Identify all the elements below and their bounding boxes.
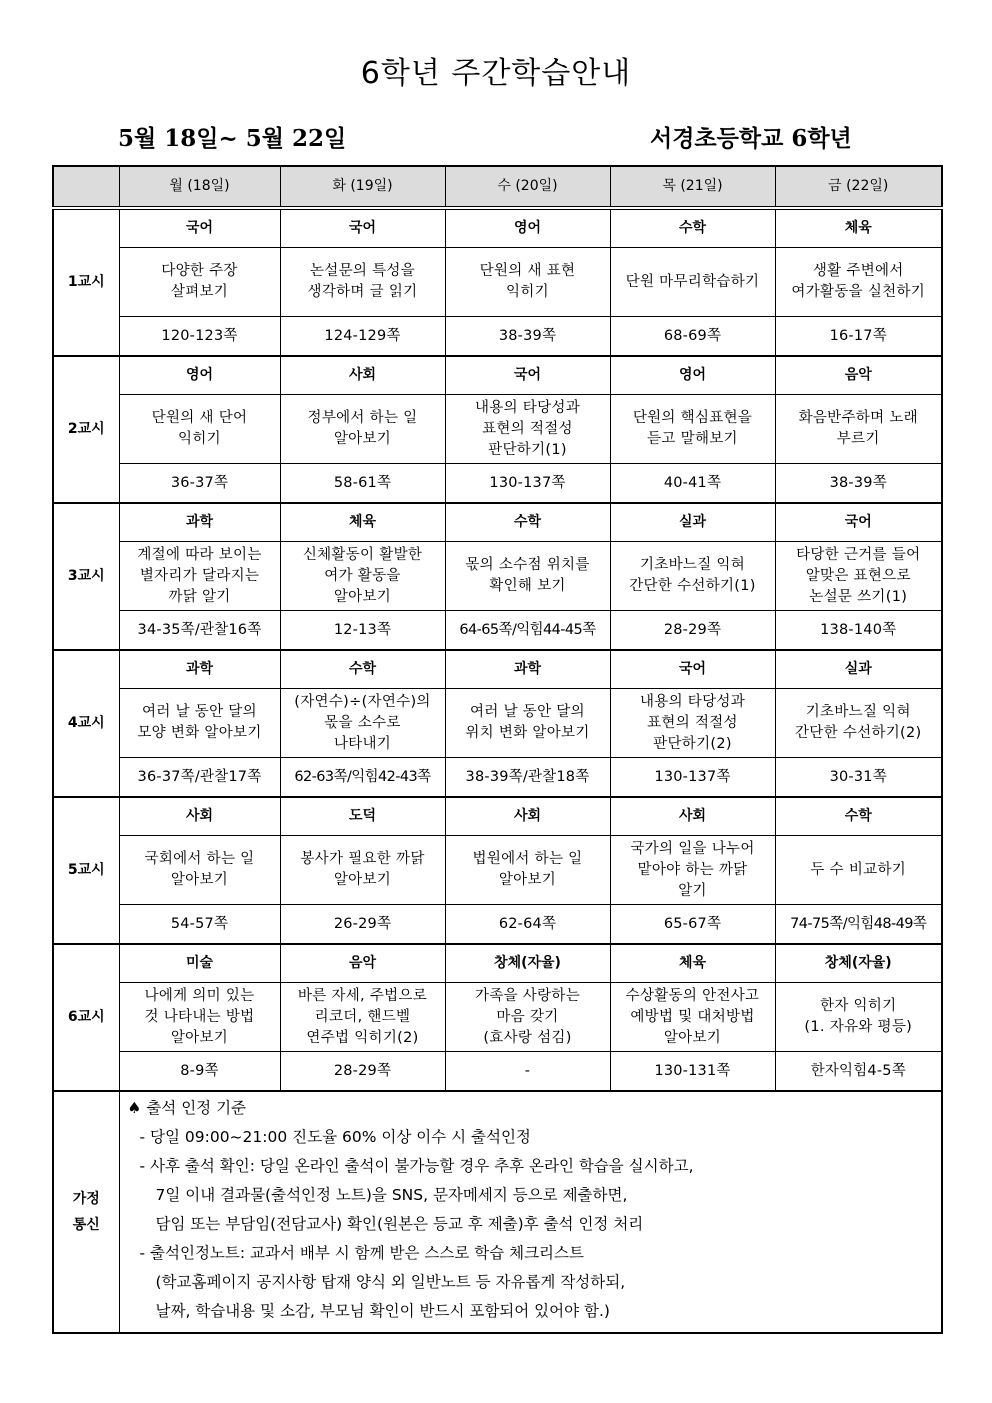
subject-cell: 국어 [445, 356, 610, 395]
lesson-content-line: 알아보기 [333, 588, 392, 605]
lesson-content-line: 알아보기 [333, 431, 392, 447]
subject-cell: 음악 [280, 944, 445, 983]
lesson-content-cell [610, 836, 775, 905]
subject-cell: 수학 [280, 650, 445, 689]
lesson-content-cell [280, 983, 445, 1052]
lesson-content-line: 여가 활동을 [324, 567, 401, 584]
period-label: 3교시 [53, 503, 119, 650]
lesson-content-line: 맡아야 하는 까닭 [637, 861, 748, 878]
lesson-content-line: 알아보기 [170, 1029, 229, 1046]
subject-cell: 실과 [610, 503, 775, 542]
pages-cell: 26-29쪽 [280, 905, 445, 945]
lesson-content-line: 알아보기 [663, 1029, 722, 1046]
lesson-content-line: 판단하기(2) [653, 735, 732, 752]
lesson-content-line: 화음반주하며 노래 [798, 410, 918, 426]
subject-cell: 체육 [280, 503, 445, 542]
subject-cell: 사회 [119, 797, 280, 836]
day-header: 월 (18일) [119, 166, 280, 208]
lesson-content-cell [280, 248, 445, 317]
lesson-content-line: 국가의 일을 나누어 [630, 840, 755, 857]
subject-cell: 국어 [775, 503, 942, 542]
lesson-content-cell [445, 689, 610, 758]
period-label: 4교시 [53, 650, 119, 797]
pages-cell: 38-39쪽 [445, 317, 610, 357]
school-class: 서경초등학교 6학년 [650, 125, 852, 152]
lesson-content-cell [280, 395, 445, 464]
lesson-content-line: 두 수 비교하기 [810, 861, 907, 878]
period-subject-row [53, 208, 942, 248]
lesson-content-cell [280, 836, 445, 905]
lesson-content-line: 논설문의 특성을 [309, 263, 416, 279]
lesson-content-cell [119, 395, 280, 464]
period-subject-row [53, 797, 942, 836]
subject-cell: 도덕 [280, 797, 445, 836]
lesson-content-line: 신체활동이 활발한 [302, 546, 423, 563]
lesson-content-line: 연주법 익히기(2) [306, 1029, 419, 1046]
subject-cell: 국어 [119, 208, 280, 248]
lesson-content-cell [775, 689, 942, 758]
day-header: 화 (19일) [280, 166, 445, 208]
lesson-content-cell [610, 542, 775, 611]
lesson-content-line: 알아보기 [333, 872, 392, 888]
notice-line: - 사후 출석 확인: 당일 온라인 출석이 불가능할 경우 추후 온라인 학습을 실시하고, [139, 1157, 694, 1175]
lesson-content-line: 여러 날 동안 달의 [142, 704, 257, 720]
lesson-content-cell [445, 836, 610, 905]
subject-cell: 창체(자율) [775, 944, 942, 983]
pages-cell: 130-131쪽 [610, 1052, 775, 1092]
subject-cell: 사회 [280, 356, 445, 395]
pages-cell: 36-37쪽 [119, 464, 280, 504]
period-label: 5교시 [53, 797, 119, 944]
subject-cell: 수학 [445, 503, 610, 542]
lesson-content-line: 별자리가 달라지는 [139, 567, 260, 584]
lesson-content-line: 익히기 [178, 431, 221, 447]
lesson-content-line: 봉사가 필요한 까닭 [300, 851, 425, 867]
lesson-content-cell [775, 983, 942, 1052]
period-subject-row [53, 503, 942, 542]
lesson-content-line: 위치 변화 알아보기 [465, 725, 590, 741]
lesson-content-line: 표현의 적절성 [647, 714, 738, 731]
pages-cell: 40-41쪽 [610, 464, 775, 504]
pages-cell: 16-17쪽 [775, 317, 942, 357]
pages-cell: 130-137쪽 [610, 758, 775, 798]
lesson-content-cell [280, 542, 445, 611]
pages-cell: 130-137쪽 [445, 464, 610, 504]
pages-cell: 28-29쪽 [610, 611, 775, 651]
subject-cell: 실과 [775, 650, 942, 689]
period-label: 6교시 [53, 944, 119, 1091]
lesson-content-line: (1. 자유와 평등) [804, 1019, 913, 1035]
pages-cell: 28-29쪽 [280, 1052, 445, 1092]
lesson-content-line: 알아보기 [498, 872, 557, 888]
pages-cell: 62-64쪽 [445, 905, 610, 945]
notice-line: (학교홈페이지 공지사항 탑재 양식 외 일반노트 등 자유롭게 작성하되, [155, 1273, 626, 1291]
subject-cell: 체육 [610, 944, 775, 983]
notice-line: 담임 또는 부담임(전담교사) 확인(원본은 등교 후 제출)후 출석 인정 처리 [155, 1215, 644, 1233]
pages-cell: 한자익힘4-5쪽 [775, 1052, 942, 1092]
subject-cell: 미술 [119, 944, 280, 983]
period-pages-row [53, 758, 942, 798]
home-notice-row [53, 1091, 942, 1333]
lesson-content-line: 내용의 타당성과 [639, 693, 746, 710]
lesson-content-cell [119, 689, 280, 758]
lesson-content-line: 알아보기 [170, 872, 229, 888]
pages-cell: 54-57쪽 [119, 905, 280, 945]
lesson-content-cell [445, 983, 610, 1052]
day-header: 목 (21일) [610, 166, 775, 208]
subject-cell: 과학 [119, 650, 280, 689]
subject-cell: 국어 [280, 208, 445, 248]
lesson-content-line: 듣고 말해보기 [647, 431, 738, 447]
lesson-content-cell [445, 542, 610, 611]
pages-cell: 138-140쪽 [775, 611, 942, 651]
lesson-content-cell [119, 983, 280, 1052]
lesson-content-cell [775, 836, 942, 905]
home-notice-label [53, 1091, 119, 1333]
pages-cell: 74-75쪽/익힘48-49쪽 [775, 905, 942, 945]
subject-cell: 수학 [775, 797, 942, 836]
lesson-content-line: 기초바느질 익혀 [639, 557, 746, 573]
lesson-content-cell [775, 395, 942, 464]
lesson-content-line: 몫의 소수점 위치를 [465, 557, 590, 573]
lesson-content-line: 가족을 사랑하는 [474, 987, 581, 1004]
period-content-row [53, 836, 942, 905]
lesson-content-line: (효사랑 섬김) [483, 1029, 572, 1046]
lesson-content-line: 간단한 수선하기(1) [629, 578, 756, 594]
subject-cell: 사회 [610, 797, 775, 836]
lesson-content-line: 바른 자세, 주법으로 [297, 987, 428, 1004]
pages-cell: 38-39쪽/관찰18쪽 [445, 758, 610, 798]
lesson-content-line: 수상활동의 안전사고 [625, 987, 760, 1004]
period-subject-row [53, 944, 942, 983]
subject-cell: 과학 [445, 650, 610, 689]
lesson-content-line: 다양한 주장 [161, 263, 238, 279]
pages-cell: 120-123쪽 [119, 317, 280, 357]
subject-cell: 음악 [775, 356, 942, 395]
pages-cell: 12-13쪽 [280, 611, 445, 651]
subject-cell: 과학 [119, 503, 280, 542]
day-header: 금 (22일) [775, 166, 942, 208]
lesson-content-line: 여러 날 동안 달의 [470, 704, 585, 720]
lesson-content-line: 리코더, 핸드벨 [314, 1008, 411, 1025]
period-subject-row [53, 356, 942, 395]
lesson-content-line: 것 나타내는 방법 [144, 1008, 255, 1025]
period-pages-row [53, 905, 942, 945]
lesson-content-line: 나타내기 [333, 735, 392, 752]
lesson-content-line: 알맞은 표현으로 [805, 567, 911, 584]
lesson-content-line: 여가활동을 실천하기 [791, 284, 926, 300]
lesson-content-line: 정부에서 하는 일 [307, 410, 418, 426]
lesson-content-cell [280, 689, 445, 758]
page-title: 6학년 주간학습안내 [360, 56, 632, 91]
lesson-content-cell [610, 689, 775, 758]
pages-cell: 38-39쪽 [775, 464, 942, 504]
lesson-content-line: 알기 [678, 882, 707, 899]
pages-cell: 30-31쪽 [775, 758, 942, 798]
pages-cell: 124-129쪽 [280, 317, 445, 357]
lesson-content-line: 확인해 보기 [489, 578, 566, 594]
pages-cell: - [445, 1052, 610, 1092]
subject-cell: 체육 [775, 208, 942, 248]
pages-cell: 65-67쪽 [610, 905, 775, 945]
pages-cell: 68-69쪽 [610, 317, 775, 357]
lesson-content-line: 모양 변화 알아보기 [137, 725, 262, 741]
lesson-content-line: 타당한 근거를 들어 [796, 546, 921, 563]
lesson-content-cell [610, 395, 775, 464]
lesson-content-line: 내용의 타당성과 [474, 399, 581, 416]
lesson-content-line: 익히기 [506, 284, 549, 300]
pages-cell: 58-61쪽 [280, 464, 445, 504]
lesson-content-line: 생활 주변에서 [812, 263, 904, 279]
corner-cell [53, 166, 119, 208]
lesson-content-line: 법원에서 하는 일 [472, 851, 583, 867]
pages-cell: 62-63쪽/익힘42-43쪽 [280, 758, 445, 798]
header-row [53, 166, 942, 208]
pages-cell: 36-37쪽/관찰17쪽 [119, 758, 280, 798]
day-header: 수 (20일) [445, 166, 610, 208]
lesson-content-line: 단원의 새 표현 [479, 263, 576, 279]
lesson-content-line: 계절에 따라 보이는 [137, 546, 262, 563]
notice-heading: ♠ 출석 인정 기준 [127, 1099, 247, 1117]
lesson-content-line: 살펴보기 [170, 284, 229, 300]
lesson-content-cell [775, 542, 942, 611]
subject-cell: 영어 [610, 356, 775, 395]
period-content-row [53, 689, 942, 758]
lesson-content-cell [119, 248, 280, 317]
lesson-content-cell [119, 836, 280, 905]
pages-cell: 8-9쪽 [119, 1052, 280, 1092]
lesson-content-line: 몫을 소수로 [324, 714, 401, 731]
lesson-content-line: 마음 갖기 [496, 1008, 559, 1025]
lesson-content-line: 단원 마무리학습하기 [625, 273, 760, 290]
lesson-content-line: 간단한 수선하기(2) [795, 725, 922, 741]
lesson-content-cell [445, 248, 610, 317]
lesson-content-cell [445, 395, 610, 464]
subject-cell: 영어 [119, 356, 280, 395]
home-notice-label-line: 가정 [72, 1191, 100, 1207]
lesson-content-line: 기초바느질 익혀 [805, 704, 911, 720]
weekly-schedule-table [52, 165, 943, 1334]
lesson-content-line: 단원의 새 단어 [151, 410, 248, 426]
pages-cell: 34-35쪽/관찰16쪽 [119, 611, 280, 651]
lesson-content-cell [610, 983, 775, 1052]
period-pages-row [53, 1052, 942, 1092]
date-range: 5월 18일~ 5월 22일 [118, 125, 347, 152]
notice-line: 날짜, 학습내용 및 소감, 부모님 확인이 반드시 포함되어 있어야 함.) [155, 1302, 610, 1320]
lesson-content-cell [119, 542, 280, 611]
period-content-row [53, 395, 942, 464]
period-label: 2교시 [53, 356, 119, 503]
lesson-content-line: 국회에서 하는 일 [144, 851, 255, 867]
lesson-content-line: (자연수)÷(자연수)의 [294, 693, 431, 710]
lesson-content-line: 한자 익히기 [820, 998, 897, 1014]
subject-cell: 영어 [445, 208, 610, 248]
period-content-row [53, 542, 942, 611]
pages-cell: 64-65쪽/익힘44-45쪽 [445, 611, 610, 651]
period-subject-row [53, 650, 942, 689]
subject-cell: 국어 [610, 650, 775, 689]
period-content-row [53, 248, 942, 317]
home-notice-content [119, 1091, 942, 1333]
subject-cell: 사회 [445, 797, 610, 836]
period-label: 1교시 [53, 208, 119, 356]
period-content-row [53, 983, 942, 1052]
lesson-content-line: 까닭 알기 [168, 588, 231, 605]
period-pages-row [53, 464, 942, 504]
subject-cell: 수학 [610, 208, 775, 248]
lesson-content-cell [610, 248, 775, 317]
subject-cell: 창체(자율) [445, 944, 610, 983]
lesson-content-line: 부르기 [836, 431, 880, 447]
notice-line: - 당일 09:00~21:00 진도율 60% 이상 이수 시 출석인정 [139, 1128, 531, 1146]
lesson-content-line: 판단하기(1) [488, 441, 567, 458]
lesson-content-line: 논설문 쓰기(1) [809, 588, 908, 605]
home-notice-label-line: 통신 [72, 1217, 100, 1233]
notice-line: 7일 이내 결과물(출석인정 노트)을 SNS, 문자메세지 등으로 제출하면, [155, 1186, 628, 1204]
lesson-content-line: 예방법 및 대처방법 [630, 1008, 755, 1025]
notice-line: - 출석인정노트: 교과서 배부 시 함께 받은 스스로 학습 체크리스트 [139, 1244, 584, 1262]
lesson-content-line: 단원의 핵심표현을 [632, 410, 753, 426]
period-pages-row [53, 611, 942, 651]
lesson-content-line: 나에게 의미 있는 [144, 987, 255, 1004]
lesson-content-line: 표현의 적절성 [482, 420, 573, 437]
lesson-content-line: 생각하며 글 읽기 [307, 284, 418, 300]
lesson-content-cell [775, 248, 942, 317]
period-pages-row [53, 317, 942, 357]
